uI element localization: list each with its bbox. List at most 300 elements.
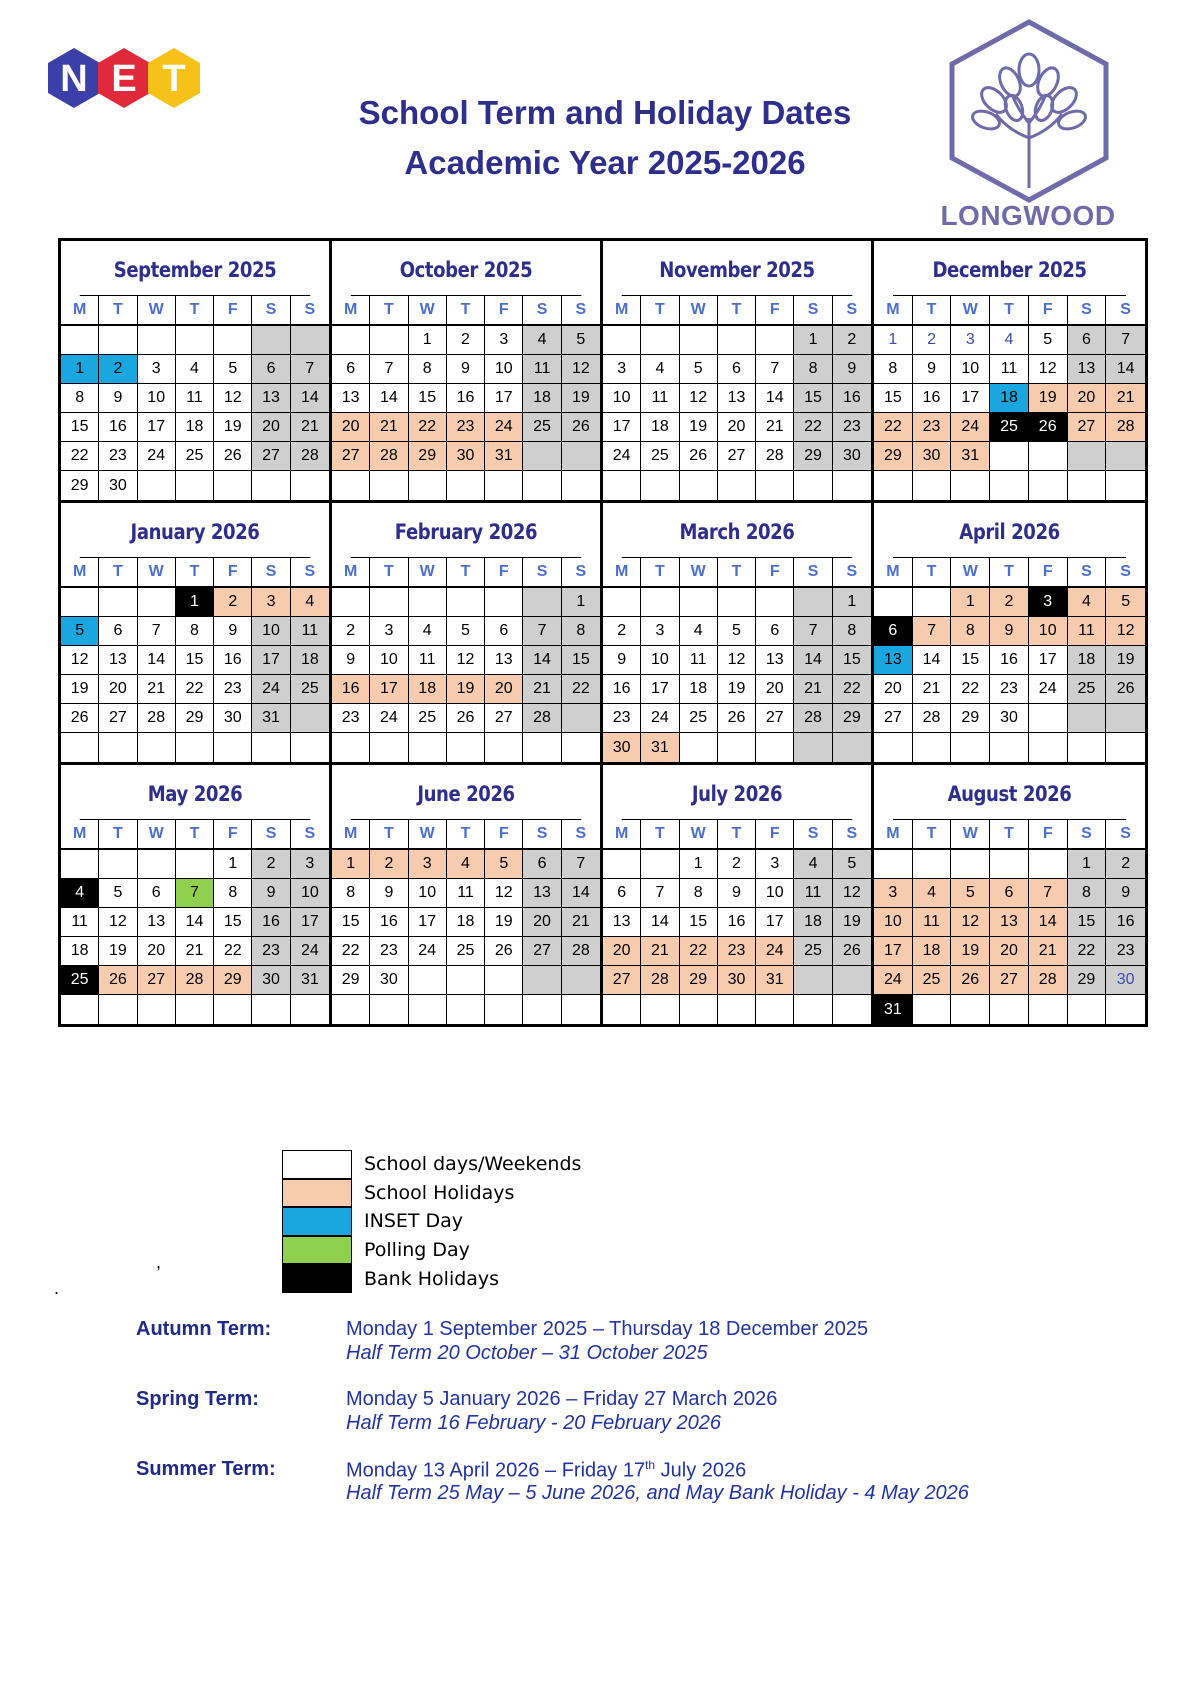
day-cell: 31: [951, 442, 990, 471]
day-cell: 13: [252, 384, 290, 413]
weekday-header: M: [874, 820, 913, 850]
day-cell: 31: [641, 733, 679, 762]
day-cell: 21: [523, 675, 561, 704]
day-cell: [332, 326, 370, 355]
weekday-header: F: [1029, 820, 1068, 850]
day-cell: 2: [332, 617, 370, 646]
day-cell: 16: [603, 675, 641, 704]
day-cell: 1: [794, 326, 832, 355]
weekday-header: S: [562, 558, 600, 588]
day-cell: 2: [252, 850, 290, 879]
day-cell: 5: [562, 326, 600, 355]
day-cell: 20: [252, 413, 290, 442]
day-cell: [718, 326, 756, 355]
day-cell: 3: [951, 326, 990, 355]
day-cell: [913, 588, 952, 617]
weekday-header: T: [718, 296, 756, 326]
day-cell: [874, 471, 913, 500]
day-cell: 1: [61, 355, 99, 384]
day-cell: [562, 442, 600, 471]
day-cell: 9: [913, 355, 952, 384]
weekday-header: F: [485, 820, 523, 850]
day-cell: 11: [794, 879, 832, 908]
month-title: April 2026: [893, 503, 1126, 558]
day-cell: [409, 995, 447, 1024]
weekday-header: S: [523, 820, 561, 850]
day-cell: 2: [990, 588, 1029, 617]
day-cell: [214, 733, 252, 762]
day-cell: [447, 733, 485, 762]
month-title: October 2025: [351, 241, 581, 296]
day-cell: 29: [874, 442, 913, 471]
day-cell: 3: [641, 617, 679, 646]
day-cell: 25: [990, 413, 1029, 442]
weekday-header: S: [1106, 820, 1145, 850]
day-cell: 23: [370, 937, 408, 966]
day-cell: 16: [332, 675, 370, 704]
day-cell: 13: [485, 646, 523, 675]
day-cell: 8: [794, 355, 832, 384]
weekday-header: S: [252, 296, 290, 326]
day-cell: 25: [291, 675, 329, 704]
weekday-header: M: [603, 820, 641, 850]
day-cell: 5: [833, 850, 871, 879]
month-block: [874, 500, 1145, 762]
day-cell: [370, 995, 408, 1024]
day-cell: 15: [1068, 908, 1107, 937]
day-cell: 25: [680, 704, 718, 733]
day-cell: [61, 326, 99, 355]
day-cell: [99, 326, 137, 355]
day-cell: 1: [176, 588, 214, 617]
month-block: [61, 241, 332, 500]
day-cell: [214, 326, 252, 355]
term-name: Summer Term:: [136, 1458, 276, 1480]
day-cell: 20: [1068, 384, 1107, 413]
day-cell: 9: [603, 646, 641, 675]
day-cell: 18: [176, 413, 214, 442]
day-cell: 5: [1029, 326, 1068, 355]
day-cell: 15: [874, 384, 913, 413]
day-cell: [61, 995, 99, 1024]
legend-label: Polling Day: [364, 1239, 470, 1262]
day-cell: 19: [680, 413, 718, 442]
weekday-header: T: [718, 820, 756, 850]
day-cell: 22: [1068, 937, 1107, 966]
day-cell: 17: [409, 908, 447, 937]
day-cell: 23: [833, 413, 871, 442]
day-cell: 17: [756, 908, 794, 937]
legend-swatch: [282, 1264, 352, 1293]
day-cell: 2: [603, 617, 641, 646]
day-cell: 28: [291, 442, 329, 471]
day-cell: 18: [447, 908, 485, 937]
month-title: November 2025: [622, 241, 852, 296]
day-cell: 18: [523, 384, 561, 413]
day-cell: 9: [332, 646, 370, 675]
day-cell: 12: [1029, 355, 1068, 384]
day-cell: 24: [291, 937, 329, 966]
day-cell: 23: [603, 704, 641, 733]
day-cell: [370, 733, 408, 762]
day-cell: [332, 588, 370, 617]
term-dates-range: Monday 5 January 2026 – Friday 27 March 2026: [346, 1388, 778, 1410]
day-cell: 27: [138, 966, 176, 995]
day-cell: 19: [99, 937, 137, 966]
day-cell: [1029, 442, 1068, 471]
day-cell: 22: [61, 442, 99, 471]
day-cell: [680, 995, 718, 1024]
day-cell: 7: [1029, 879, 1068, 908]
weekday-header: T: [718, 558, 756, 588]
day-cell: 10: [641, 646, 679, 675]
term-dates: [136, 1318, 1136, 1528]
day-cell: 29: [332, 966, 370, 995]
day-cell: 6: [756, 617, 794, 646]
day-cell: 7: [641, 879, 679, 908]
net-logo-letter-e: E: [111, 58, 137, 100]
day-cell: 8: [176, 617, 214, 646]
day-cell: 23: [332, 704, 370, 733]
day-cell: 7: [913, 617, 952, 646]
day-cell: 12: [99, 908, 137, 937]
day-cell: [138, 995, 176, 1024]
calendar-month-row: [61, 762, 1145, 1024]
day-cell: 18: [1068, 646, 1107, 675]
day-cell: [370, 326, 408, 355]
day-cell: 19: [447, 675, 485, 704]
term-name: Spring Term:: [136, 1388, 259, 1410]
day-cell: [252, 326, 290, 355]
day-cell: 10: [1029, 617, 1068, 646]
day-cell: 25: [523, 413, 561, 442]
day-cell: [794, 995, 832, 1024]
day-cell: [138, 850, 176, 879]
day-cell: 5: [61, 617, 99, 646]
day-cell: [718, 995, 756, 1024]
month-block: [874, 241, 1145, 500]
month-title: December 2025: [893, 241, 1126, 296]
weekday-header: T: [641, 558, 679, 588]
day-cell: 20: [718, 413, 756, 442]
day-cell: 20: [874, 675, 913, 704]
weekday-header: W: [951, 558, 990, 588]
weekday-header: M: [61, 558, 99, 588]
day-cell: 5: [680, 355, 718, 384]
day-cell: 18: [680, 675, 718, 704]
month-days-grid: [874, 820, 1145, 1024]
day-cell: 10: [603, 384, 641, 413]
day-cell: 15: [332, 908, 370, 937]
month-days-grid: [332, 558, 600, 762]
day-cell: [641, 588, 679, 617]
day-cell: 13: [990, 908, 1029, 937]
day-cell: 11: [913, 908, 952, 937]
day-cell: [990, 442, 1029, 471]
weekday-header: S: [523, 296, 561, 326]
day-cell: [176, 326, 214, 355]
stray-dot: .: [54, 1278, 60, 1298]
day-cell: 27: [1068, 413, 1107, 442]
day-cell: 23: [1106, 937, 1145, 966]
day-cell: 12: [1106, 617, 1145, 646]
day-cell: 20: [485, 675, 523, 704]
day-cell: 20: [603, 937, 641, 966]
day-cell: 29: [61, 471, 99, 500]
month-days-grid: [332, 296, 600, 500]
day-cell: 6: [718, 355, 756, 384]
day-cell: 1: [332, 850, 370, 879]
day-cell: 3: [370, 617, 408, 646]
day-cell: 8: [951, 617, 990, 646]
day-cell: [680, 471, 718, 500]
day-cell: 19: [61, 675, 99, 704]
day-cell: [409, 588, 447, 617]
day-cell: 26: [214, 442, 252, 471]
day-cell: 26: [99, 966, 137, 995]
day-cell: 21: [291, 413, 329, 442]
day-cell: [370, 588, 408, 617]
day-cell: 12: [214, 384, 252, 413]
weekday-header: F: [1029, 558, 1068, 588]
day-cell: [61, 588, 99, 617]
day-cell: 22: [794, 413, 832, 442]
day-cell: 5: [485, 850, 523, 879]
day-cell: 4: [447, 850, 485, 879]
day-cell: [447, 966, 485, 995]
day-cell: [409, 471, 447, 500]
weekday-header: F: [485, 558, 523, 588]
day-cell: 28: [523, 704, 561, 733]
weekday-header: T: [913, 820, 952, 850]
weekday-header: T: [990, 820, 1029, 850]
day-cell: 10: [874, 908, 913, 937]
day-cell: [138, 733, 176, 762]
day-cell: 23: [214, 675, 252, 704]
day-cell: 14: [1106, 355, 1145, 384]
day-cell: 30: [99, 471, 137, 500]
day-cell: 24: [485, 413, 523, 442]
day-cell: 9: [370, 879, 408, 908]
day-cell: 20: [990, 937, 1029, 966]
day-cell: 27: [523, 937, 561, 966]
day-cell: [990, 850, 1029, 879]
day-cell: 7: [291, 355, 329, 384]
weekday-header: T: [990, 558, 1029, 588]
weekday-header: T: [447, 820, 485, 850]
day-cell: 29: [176, 704, 214, 733]
legend-label: Bank Holidays: [364, 1267, 500, 1290]
day-cell: 20: [756, 675, 794, 704]
day-cell: 24: [756, 937, 794, 966]
day-cell: 8: [61, 384, 99, 413]
day-cell: [1106, 704, 1145, 733]
day-cell: 24: [409, 937, 447, 966]
day-cell: 8: [833, 617, 871, 646]
day-cell: 10: [409, 879, 447, 908]
day-cell: 30: [990, 704, 1029, 733]
day-cell: [562, 471, 600, 500]
day-cell: 24: [370, 704, 408, 733]
page-subtitle: Academic Year 2025-2026: [404, 144, 806, 181]
weekday-header: W: [409, 820, 447, 850]
day-cell: 17: [370, 675, 408, 704]
legend-item: [282, 1236, 581, 1265]
month-days-grid: [603, 296, 871, 500]
day-cell: [1068, 704, 1107, 733]
day-cell: 26: [485, 937, 523, 966]
day-cell: 26: [562, 413, 600, 442]
day-cell: [562, 704, 600, 733]
school-name: LONGWOOD: [940, 200, 1116, 231]
day-cell: 11: [61, 908, 99, 937]
day-cell: 4: [990, 326, 1029, 355]
day-cell: 19: [1029, 384, 1068, 413]
legend-swatch: [282, 1179, 352, 1208]
month-days-grid: [874, 296, 1145, 500]
day-cell: 14: [176, 908, 214, 937]
day-cell: [523, 588, 561, 617]
day-cell: 14: [523, 646, 561, 675]
day-cell: 10: [951, 355, 990, 384]
day-cell: 28: [641, 966, 679, 995]
day-cell: 25: [913, 966, 952, 995]
day-cell: 12: [951, 908, 990, 937]
weekday-header: T: [176, 296, 214, 326]
day-cell: 10: [138, 384, 176, 413]
day-cell: 27: [99, 704, 137, 733]
weekday-header: W: [680, 820, 718, 850]
day-cell: 13: [523, 879, 561, 908]
day-cell: 23: [990, 675, 1029, 704]
day-cell: 21: [794, 675, 832, 704]
day-cell: 9: [252, 879, 290, 908]
legend-label: School days/Weekends: [364, 1153, 582, 1176]
day-cell: 11: [523, 355, 561, 384]
day-cell: [1029, 850, 1068, 879]
net-logo: [44, 46, 214, 126]
day-cell: 25: [1068, 675, 1107, 704]
day-cell: 2: [214, 588, 252, 617]
weekday-header: W: [951, 820, 990, 850]
day-cell: 7: [794, 617, 832, 646]
day-cell: 9: [1106, 879, 1145, 908]
day-cell: 5: [447, 617, 485, 646]
weekday-header: W: [138, 558, 176, 588]
day-cell: 17: [291, 908, 329, 937]
day-cell: 21: [641, 937, 679, 966]
legend-item: [282, 1264, 581, 1293]
day-cell: [951, 995, 990, 1024]
day-cell: [1029, 471, 1068, 500]
day-cell: [874, 850, 913, 879]
day-cell: 16: [99, 413, 137, 442]
day-cell: [523, 442, 561, 471]
weekday-header: T: [913, 558, 952, 588]
day-cell: 16: [447, 384, 485, 413]
weekday-header: S: [291, 820, 329, 850]
day-cell: [913, 471, 952, 500]
day-cell: 17: [252, 646, 290, 675]
longwood-tree-crest: [938, 18, 1120, 228]
day-cell: 1: [562, 588, 600, 617]
day-cell: 6: [1068, 326, 1107, 355]
day-cell: 11: [447, 879, 485, 908]
day-cell: 7: [756, 355, 794, 384]
term-half-term: Half Term 25 May – 5 June 2026, and May Bank Holiday - 4 May 2026: [346, 1482, 969, 1504]
day-cell: [61, 733, 99, 762]
weekday-header: M: [603, 558, 641, 588]
day-cell: 10: [756, 879, 794, 908]
month-block: [603, 241, 874, 500]
day-cell: [794, 733, 832, 762]
day-cell: 17: [603, 413, 641, 442]
day-cell: 5: [951, 879, 990, 908]
day-cell: 16: [370, 908, 408, 937]
day-cell: 17: [485, 384, 523, 413]
day-cell: [756, 588, 794, 617]
day-cell: 6: [332, 355, 370, 384]
day-cell: [485, 733, 523, 762]
weekday-header: S: [1106, 296, 1145, 326]
weekday-header: W: [951, 296, 990, 326]
day-cell: 28: [1106, 413, 1145, 442]
month-title: May 2026: [80, 765, 310, 820]
day-cell: 7: [370, 355, 408, 384]
weekday-header: T: [370, 820, 408, 850]
day-cell: [641, 850, 679, 879]
day-cell: 27: [252, 442, 290, 471]
day-cell: [641, 471, 679, 500]
day-cell: 26: [1106, 675, 1145, 704]
day-cell: 11: [641, 384, 679, 413]
legend-item: [282, 1150, 581, 1179]
day-cell: 28: [794, 704, 832, 733]
day-cell: 13: [756, 646, 794, 675]
day-cell: [603, 588, 641, 617]
day-cell: 3: [485, 326, 523, 355]
weekday-header: S: [794, 820, 832, 850]
day-cell: 5: [214, 355, 252, 384]
day-cell: 11: [680, 646, 718, 675]
day-cell: 27: [756, 704, 794, 733]
weekday-header: W: [409, 558, 447, 588]
day-cell: [833, 471, 871, 500]
day-cell: 13: [603, 908, 641, 937]
day-cell: 28: [176, 966, 214, 995]
day-cell: [138, 588, 176, 617]
day-cell: 30: [1106, 966, 1145, 995]
day-cell: 11: [1068, 617, 1107, 646]
term-spring: [136, 1388, 1136, 1458]
day-cell: 16: [833, 384, 871, 413]
day-cell: 17: [138, 413, 176, 442]
day-cell: 21: [913, 675, 952, 704]
month-block: [61, 500, 332, 762]
day-cell: 9: [447, 355, 485, 384]
weekday-header: F: [214, 558, 252, 588]
day-cell: [252, 471, 290, 500]
day-cell: 23: [447, 413, 485, 442]
day-cell: 20: [332, 413, 370, 442]
day-cell: [990, 995, 1029, 1024]
day-cell: [176, 471, 214, 500]
weekday-header: W: [680, 558, 718, 588]
day-cell: 15: [409, 384, 447, 413]
day-cell: 30: [252, 966, 290, 995]
day-cell: 25: [794, 937, 832, 966]
day-cell: 27: [603, 966, 641, 995]
